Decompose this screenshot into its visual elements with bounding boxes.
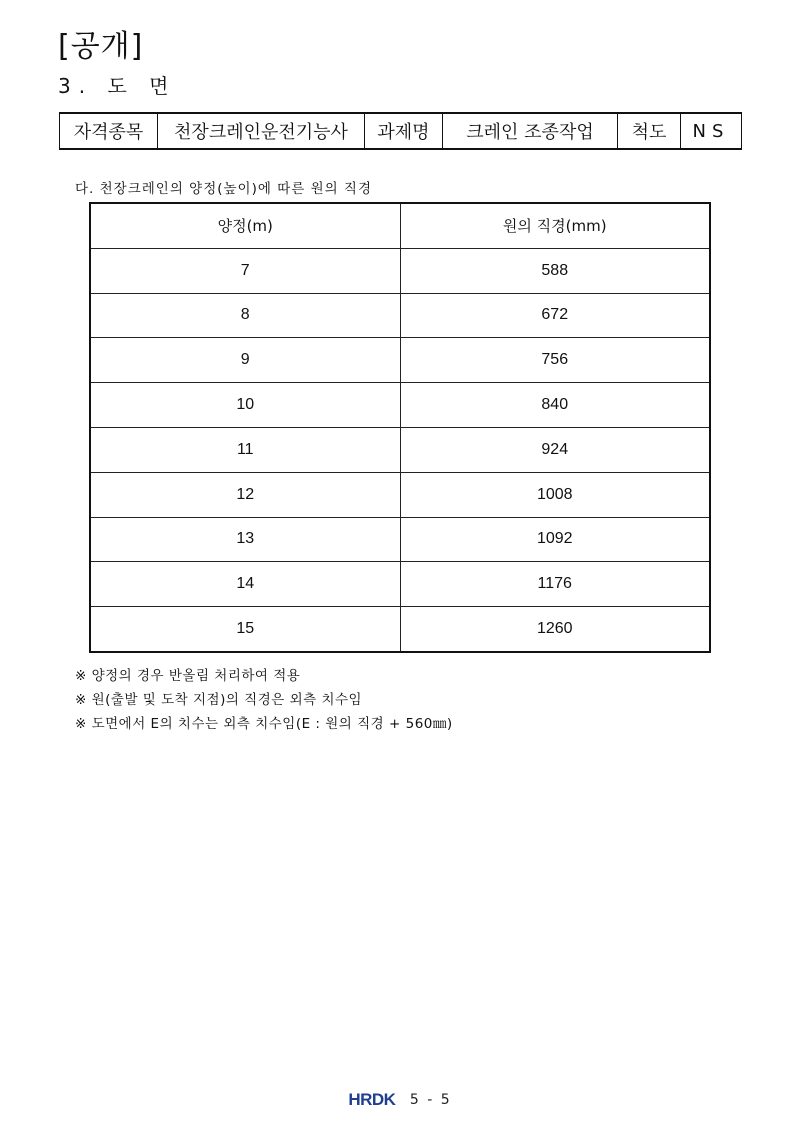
header-info-row: [60, 113, 742, 149]
table-header-row: [90, 203, 710, 248]
table-row: [90, 383, 710, 428]
circle-diameter-cell: 924: [400, 427, 710, 472]
hoist-height-cell: 13: [90, 517, 400, 562]
column-header-hoist-height: 양정(m): [90, 203, 400, 248]
column-header-circle-diameter: 원의 직경(mm): [400, 203, 710, 248]
hoist-height-cell: 15: [90, 607, 400, 652]
hoist-height-cell: 11: [90, 427, 400, 472]
document-badge: [공개]: [58, 29, 144, 64]
header-info-table: [59, 112, 742, 150]
circle-diameter-cell: 1092: [400, 517, 710, 562]
table-row: [90, 248, 710, 293]
circle-diameter-cell: 756: [400, 338, 710, 383]
circle-diameter-cell: 1176: [400, 562, 710, 607]
sub-heading: 다. 천장크레인의 양정(높이)에 따른 원의 직경: [75, 181, 373, 197]
table-row: [90, 517, 710, 562]
table-row: [90, 472, 710, 517]
scale-label: 척도: [618, 113, 681, 149]
qualification-label: 자격종목: [60, 113, 158, 149]
hoist-height-cell: 10: [90, 383, 400, 428]
page-number: 5 - 5: [409, 1092, 452, 1108]
table-row: [90, 293, 710, 338]
qualification-value: 천장크레인운전기능사: [158, 113, 365, 149]
notes-list: [75, 664, 453, 736]
hoist-height-cell: 12: [90, 472, 400, 517]
table-row: [90, 427, 710, 472]
table-row: [90, 607, 710, 652]
task-label: 과제명: [365, 113, 443, 149]
task-value: 크레인 조종작업: [443, 113, 618, 149]
hoist-height-cell: 14: [90, 562, 400, 607]
note-item: ※ 양정의 경우 반올림 처리하여 적용: [75, 668, 301, 684]
circle-diameter-cell: 1260: [400, 607, 710, 652]
circle-diameter-cell: 840: [400, 383, 710, 428]
section-title: 3. 도 면: [58, 74, 177, 98]
note-item: ※ 도면에서 E의 치수는 외측 치수임(E : 원의 직경 + 560㎜): [75, 716, 453, 732]
note-item: ※ 원(출발 및 도착 지점)의 직경은 외측 치수임: [75, 692, 363, 708]
page-footer: [0, 1090, 800, 1110]
hoist-height-cell: 9: [90, 338, 400, 383]
circle-diameter-cell: 672: [400, 293, 710, 338]
hoist-diameter-table: [89, 202, 711, 653]
hoist-height-cell: 7: [90, 248, 400, 293]
circle-diameter-cell: 588: [400, 248, 710, 293]
hrdk-logo: HRDK: [348, 1090, 396, 1109]
hoist-height-cell: 8: [90, 293, 400, 338]
scale-value: NS: [681, 113, 742, 149]
table-row: [90, 562, 710, 607]
table-row: [90, 338, 710, 383]
circle-diameter-cell: 1008: [400, 472, 710, 517]
